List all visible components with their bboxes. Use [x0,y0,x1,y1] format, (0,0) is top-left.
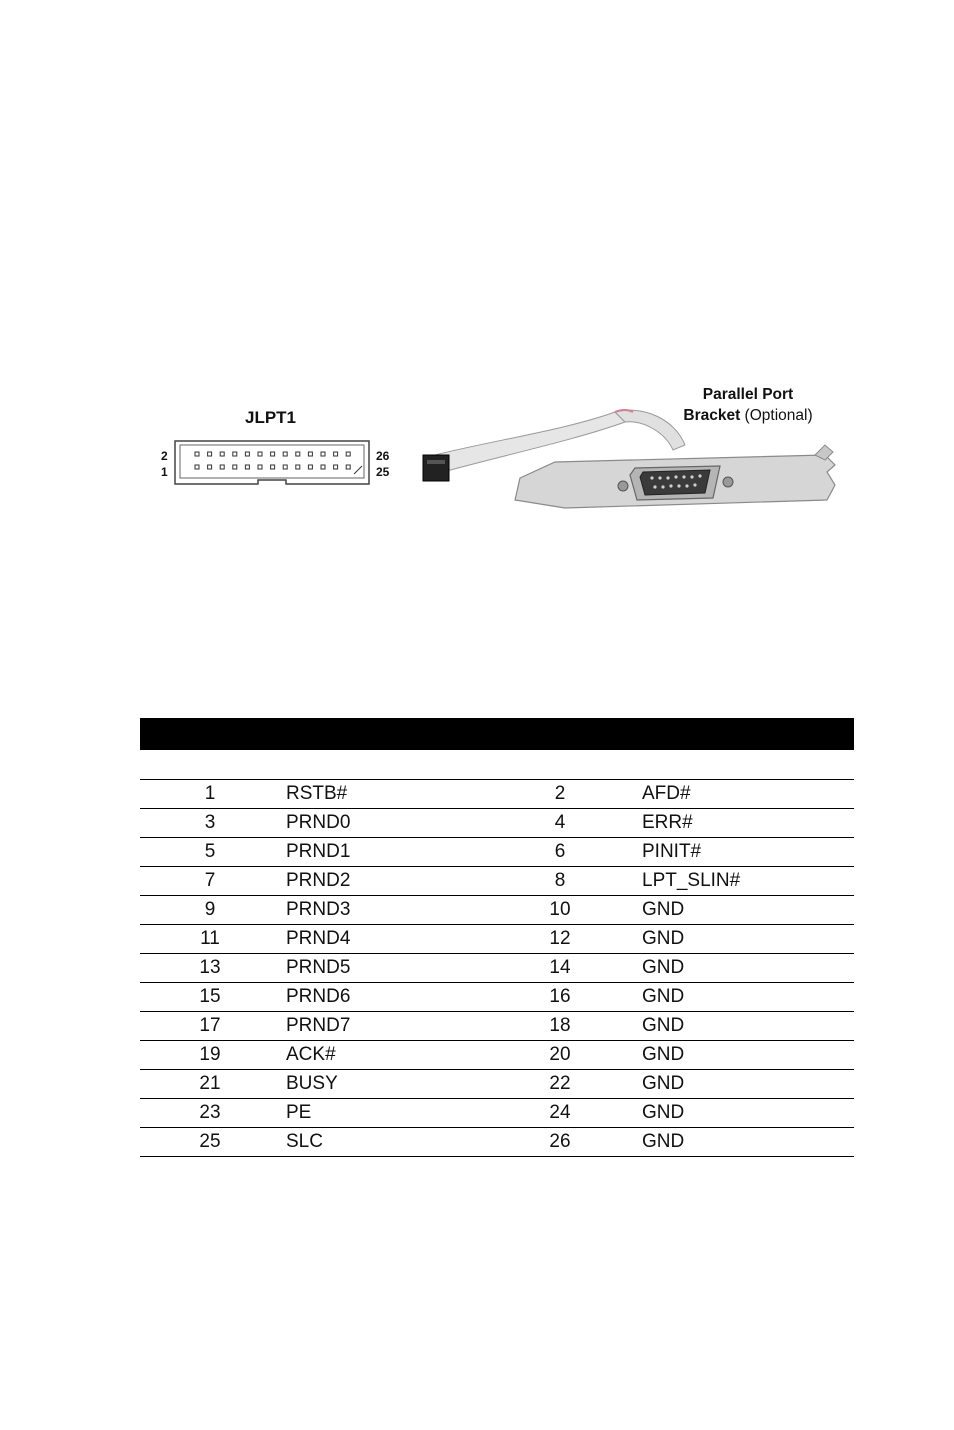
signal-name-cell: RSTB# [286,783,348,804]
pin-number-cell: 2 [554,783,566,804]
pin-label-bottom-right: 25 [376,465,390,479]
pin-number-cell: 20 [549,1044,571,1065]
signal-name-cell: PE [286,1102,312,1123]
pin-number-cell: 15 [199,986,221,1007]
pin-number-cell: 26 [549,1131,571,1152]
pin-number-cell: 21 [199,1073,221,1094]
connector-title: JLPT1 [245,408,297,427]
signal-name-cell: PRND5 [286,957,351,978]
signal-name-cell: GND [642,899,685,920]
signal-name-cell: BUSY [286,1073,338,1094]
bracket-caption-bold: Bracket [683,407,741,424]
pin-number-cell: 24 [549,1102,571,1123]
table-row [140,838,854,867]
signal-name-cell: PINIT# [642,841,702,862]
table-subheader-row [140,750,854,780]
pin-assignment-table [140,718,854,1157]
pin-number-cell: 1 [204,783,216,804]
pin-number-cell: 6 [554,841,566,862]
signal-name-cell: PRND7 [286,1015,351,1036]
pin-number-cell: 11 [200,928,220,949]
signal-name-cell: GND [642,957,685,978]
pin-number-cell: 10 [549,899,571,920]
pin-number-cell: 12 [549,928,571,949]
table-row [140,925,854,954]
pin-label-bottom-left: 1 [161,465,168,479]
signal-name-cell: LPT_SLIN# [642,870,741,891]
table-row [140,983,854,1012]
signal-name-cell: GND [642,1015,685,1036]
table-row [140,1099,854,1128]
signal-name-cell: PRND1 [286,841,351,862]
table-header-bar [140,718,854,750]
signal-name-cell: SLC [286,1131,323,1152]
table-row [140,1070,854,1099]
pin-number-cell: 22 [549,1073,571,1094]
bracket-caption-optional: (Optional) [740,407,813,424]
table-row [140,1128,854,1157]
pin-label-top-left: 2 [161,449,168,463]
signal-name-cell: AFD# [642,783,691,804]
signal-name-cell: PRND3 [286,899,351,920]
signal-name-cell: GND [642,1044,685,1065]
signal-name-cell: ERR# [642,812,693,833]
bracket-caption-line1: Parallel Port [702,386,794,403]
pin-number-cell: 16 [549,986,571,1007]
pin-number-cell: 8 [554,870,566,891]
pin-number-cell: 18 [549,1015,571,1036]
table-row [140,780,854,809]
table-row [140,867,854,896]
signal-name-cell: GND [642,1131,685,1152]
table-row [140,1041,854,1070]
pin-number-cell: 3 [204,812,216,833]
pin-number-cell: 25 [199,1131,221,1152]
pin-number-cell: 7 [204,870,216,891]
signal-name-cell: PRND6 [286,986,351,1007]
signal-name-cell: PRND0 [286,812,351,833]
signal-name-cell: GND [642,1102,685,1123]
pin-label-top-right: 26 [376,449,390,463]
table-row [140,1012,854,1041]
pin-number-cell: 5 [204,841,216,862]
signal-name-cell: PRND4 [286,928,351,949]
pin-number-cell: 14 [549,957,571,978]
pin-number-cell: 23 [199,1102,221,1123]
pin-number-cell: 19 [199,1044,221,1065]
pin-number-cell: 17 [199,1015,221,1036]
signal-name-cell: GND [642,986,685,1007]
table-row [140,954,854,983]
signal-name-cell: GND [642,1073,685,1094]
signal-name-cell: ACK# [286,1044,336,1065]
pin-number-cell: 4 [554,812,566,833]
jlpt1-header-diagram [174,440,370,485]
bracket-caption [668,384,828,426]
table-row [140,896,854,925]
table-row [140,809,854,838]
pin-number-cell: 13 [199,957,221,978]
signal-name-cell: GND [642,928,685,949]
signal-name-cell: PRND2 [286,870,351,891]
pin-number-cell: 9 [204,899,216,920]
